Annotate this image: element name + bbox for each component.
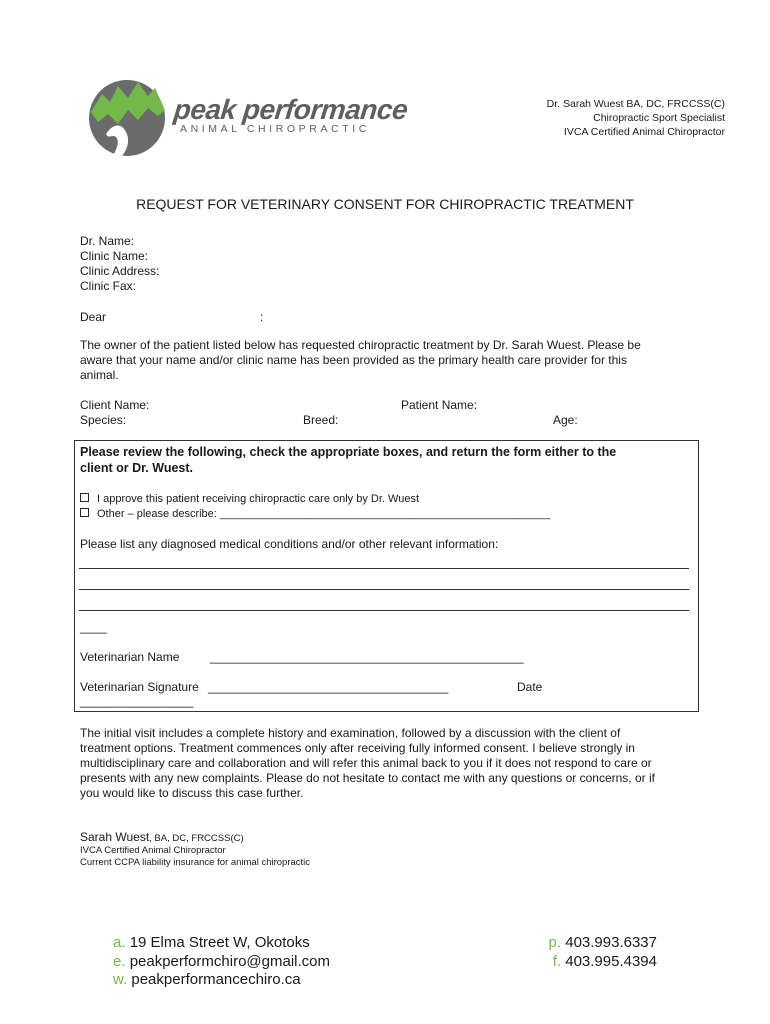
email-text[interactable]: peakperformchiro@gmail.com xyxy=(129,953,330,970)
footer-website[interactable] xyxy=(113,971,301,989)
option-approve-label: I approve this patient receiving chiropractic care only by Dr. Wuest xyxy=(97,493,420,505)
review-heading-line: client or Dr. Wuest. xyxy=(80,461,193,475)
age-label: Age: xyxy=(553,413,578,427)
salutation-dear: Dear xyxy=(80,310,107,324)
closing-paragraph xyxy=(80,726,655,801)
closing-line: The initial visit includes a complete history and examination, followed by a discussion with the client of xyxy=(80,726,621,740)
signature-line-3: Current CCPA liability insurance for animal chiropractic xyxy=(80,857,311,868)
document-title: REQUEST FOR VETERINARY CONSENT FOR CHIROPRACTIC TREATMENT xyxy=(136,196,634,212)
closing-line: you would like to discuss this case further. xyxy=(80,786,304,800)
intro-line: The owner of the patient listed below has requested chiropractic treatment by Dr. Sarah Wuest. Please be xyxy=(80,338,641,352)
conditions-line[interactable] xyxy=(79,568,689,570)
vet-name-field[interactable]: _______________________________________________ xyxy=(210,650,524,664)
fax-prefix: f. xyxy=(552,953,562,970)
intro-line: animal. xyxy=(80,368,119,382)
clinic-fax-label: Clinic Fax: xyxy=(80,279,137,293)
doctor-credentials xyxy=(547,97,725,139)
email-prefix: e. xyxy=(113,953,126,970)
address-text: 19 Elma Street W, Okotoks xyxy=(129,934,310,951)
review-heading-line: Please review the following, check the appropriate boxes, and return the form either to the xyxy=(80,445,617,459)
credential-line: Dr. Sarah Wuest BA, DC, FRCCSS(C) xyxy=(546,98,725,110)
salutation-colon: : xyxy=(260,310,264,324)
conditions-short-line[interactable]: ____ xyxy=(80,620,107,634)
other-checkbox[interactable] xyxy=(80,508,89,517)
conditions-line[interactable] xyxy=(79,610,689,612)
conditions-prompt: Please list any diagnosed medical conditions and/or other relevant information: xyxy=(80,537,499,551)
conditions-line[interactable] xyxy=(79,589,689,591)
fax-text: 403.995.4394 xyxy=(565,953,657,970)
clinic-address-label: Clinic Address: xyxy=(80,264,160,278)
review-heading xyxy=(80,444,616,476)
vet-name-label: Veterinarian Name xyxy=(80,650,180,664)
dr-name-label: Dr. Name: xyxy=(80,234,135,248)
web-prefix: w. xyxy=(113,971,128,988)
footer-email[interactable] xyxy=(113,953,330,971)
species-label: Species: xyxy=(80,413,127,427)
logo-subtitle: ANIMAL CHIROPRACTIC xyxy=(180,123,370,135)
address-prefix: a. xyxy=(113,934,126,951)
clinic-name-label: Clinic Name: xyxy=(80,249,149,263)
date-field[interactable]: _________________ xyxy=(80,694,194,708)
logo-wordmark: peak performance xyxy=(172,94,409,125)
logo xyxy=(88,76,438,160)
phone-text: 403.993.6337 xyxy=(565,934,657,951)
footer-fax xyxy=(553,953,657,971)
closing-line: presents with any new complaints. Please do not hesitate to contact me with any questions or concerns, or if xyxy=(80,771,655,785)
closing-line: treatment options. Treatment commences only after receiving fully informed consent. I believe strongly in xyxy=(80,741,635,755)
intro-line: aware that your name and/or clinic name has been provided as the primary health care provider for this xyxy=(80,353,627,367)
approve-checkbox[interactable] xyxy=(80,493,89,502)
client-name-label: Client Name: xyxy=(80,398,150,412)
credential-line: IVCA Certified Animal Chiropractor xyxy=(563,126,725,138)
review-box xyxy=(74,440,699,712)
signature-name: Sarah Wuest xyxy=(80,830,150,844)
option-approve[interactable] xyxy=(80,492,419,506)
closing-line: multidisciplinary care and collaboration and will refer this animal back to you if it does not respond to care or xyxy=(80,756,652,770)
phone-prefix: p. xyxy=(548,934,562,951)
breed-label: Breed: xyxy=(303,413,339,427)
signature-name-line xyxy=(80,830,244,845)
patient-name-label: Patient Name: xyxy=(401,398,478,412)
web-text[interactable]: peakperformancechiro.ca xyxy=(131,971,301,988)
intro-paragraph xyxy=(80,338,641,383)
signature-line-2: IVCA Certified Animal Chiropractor xyxy=(80,845,226,856)
vet-signature-label: Veterinarian Signature xyxy=(80,680,199,694)
option-other[interactable] xyxy=(80,507,550,521)
date-label: Date xyxy=(517,680,543,694)
vet-signature-field[interactable]: ____________________________________ xyxy=(208,680,449,694)
signature-creds: , BA, DC, FRCCSS(C) xyxy=(149,833,244,844)
footer-phone xyxy=(549,934,657,952)
credential-line: Chiropractic Sport Specialist xyxy=(593,112,725,124)
option-other-label: Other – please describe: ______________________________________________________ xyxy=(97,508,551,520)
mountain-logo-icon xyxy=(88,76,168,160)
footer-address xyxy=(113,934,310,952)
